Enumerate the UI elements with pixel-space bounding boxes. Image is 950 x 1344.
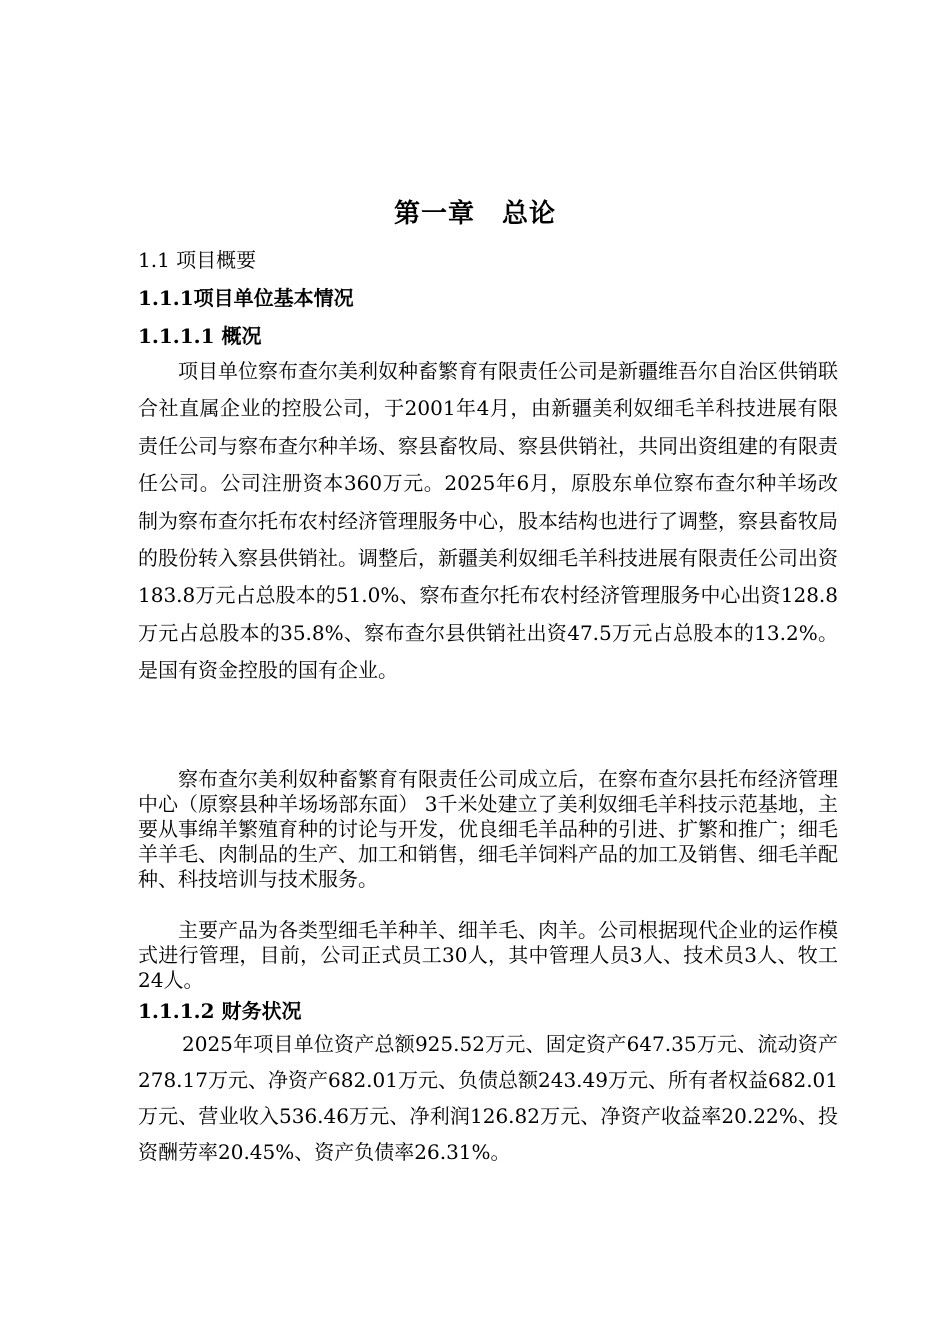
chapter-title: 第一章 总论 <box>393 199 556 229</box>
section-heading-1-1: 1.1 项目概要 <box>138 248 257 272</box>
section-heading-1-1-1-1: 1.1.1.1 概况 <box>138 324 262 348</box>
section-heading-1-1-1-2: 1.1.1.2 财务状况 <box>138 999 302 1023</box>
section-heading-1-1-1: 1.1.1项目单位基本情况 <box>138 286 354 310</box>
overview-paragraph-3: 主要产品为各类型细毛羊种羊、细羊毛、肉羊。公司根据现代企业的运作模式进行管理，目前，公司正式员工30人，其中管理人员3人、技术员3人、牧工24人。 <box>138 918 838 992</box>
finance-paragraph: 2025年项目单位资产总额925.52万元、固定资产647.35万元、流动资产278.17万元、净资产682.01万元、负债总额243.49万元、所有者权益682.01万元、营业收入536.46万元、净利润126.82万元、净资产收益率20.22%、投资酬劳率20.45%、资产负债率26.31%。 <box>138 1032 838 1164</box>
overview-paragraph-1: 项目单位察布查尔美利奴种畜繁育有限责任公司是新疆维吾尔自治区供销联合社直属企业的控股公司，于2001年4月，由新疆美利奴细毛羊科技进展有限责任公司与察布查尔种羊场、察县畜牧局、察县供销社，共同出资组建的有限责任公司。公司注册资本360万元。2025年6月，原股东单位察布查尔种羊场改制为察布查尔托布农村经济管理服务中心，股本结构也进行了调整，察县畜牧局的股份转入察县供销社。调整后，新疆美利奴细毛羊科技进展有限责任公司出资183.8万元占总股本的51.0%、察布查尔托布农村经济管理服务中心出资128.8万元占总股本的35.8%、察布查尔县供销社出资47.5万元占总股本的13.2%。是国有资金控股的国有企业。 <box>138 359 838 683</box>
overview-paragraph-2: 察布查尔美利奴种畜繁育有限责任公司成立后，在察布查尔县托布经济管理中心（原察县种羊场场部东面） 3千米处建立了美利奴细毛羊科技示范基地，主要从事绵羊繁殖育种的讨论与开发，优良细毛羊品种的引进、扩繁和推广；细毛羊羊毛、肉制品的生产、加工和销售，细毛羊饲料产品的加工及销售、细毛羊配种、科技培训与技术服务。 <box>138 767 838 891</box>
